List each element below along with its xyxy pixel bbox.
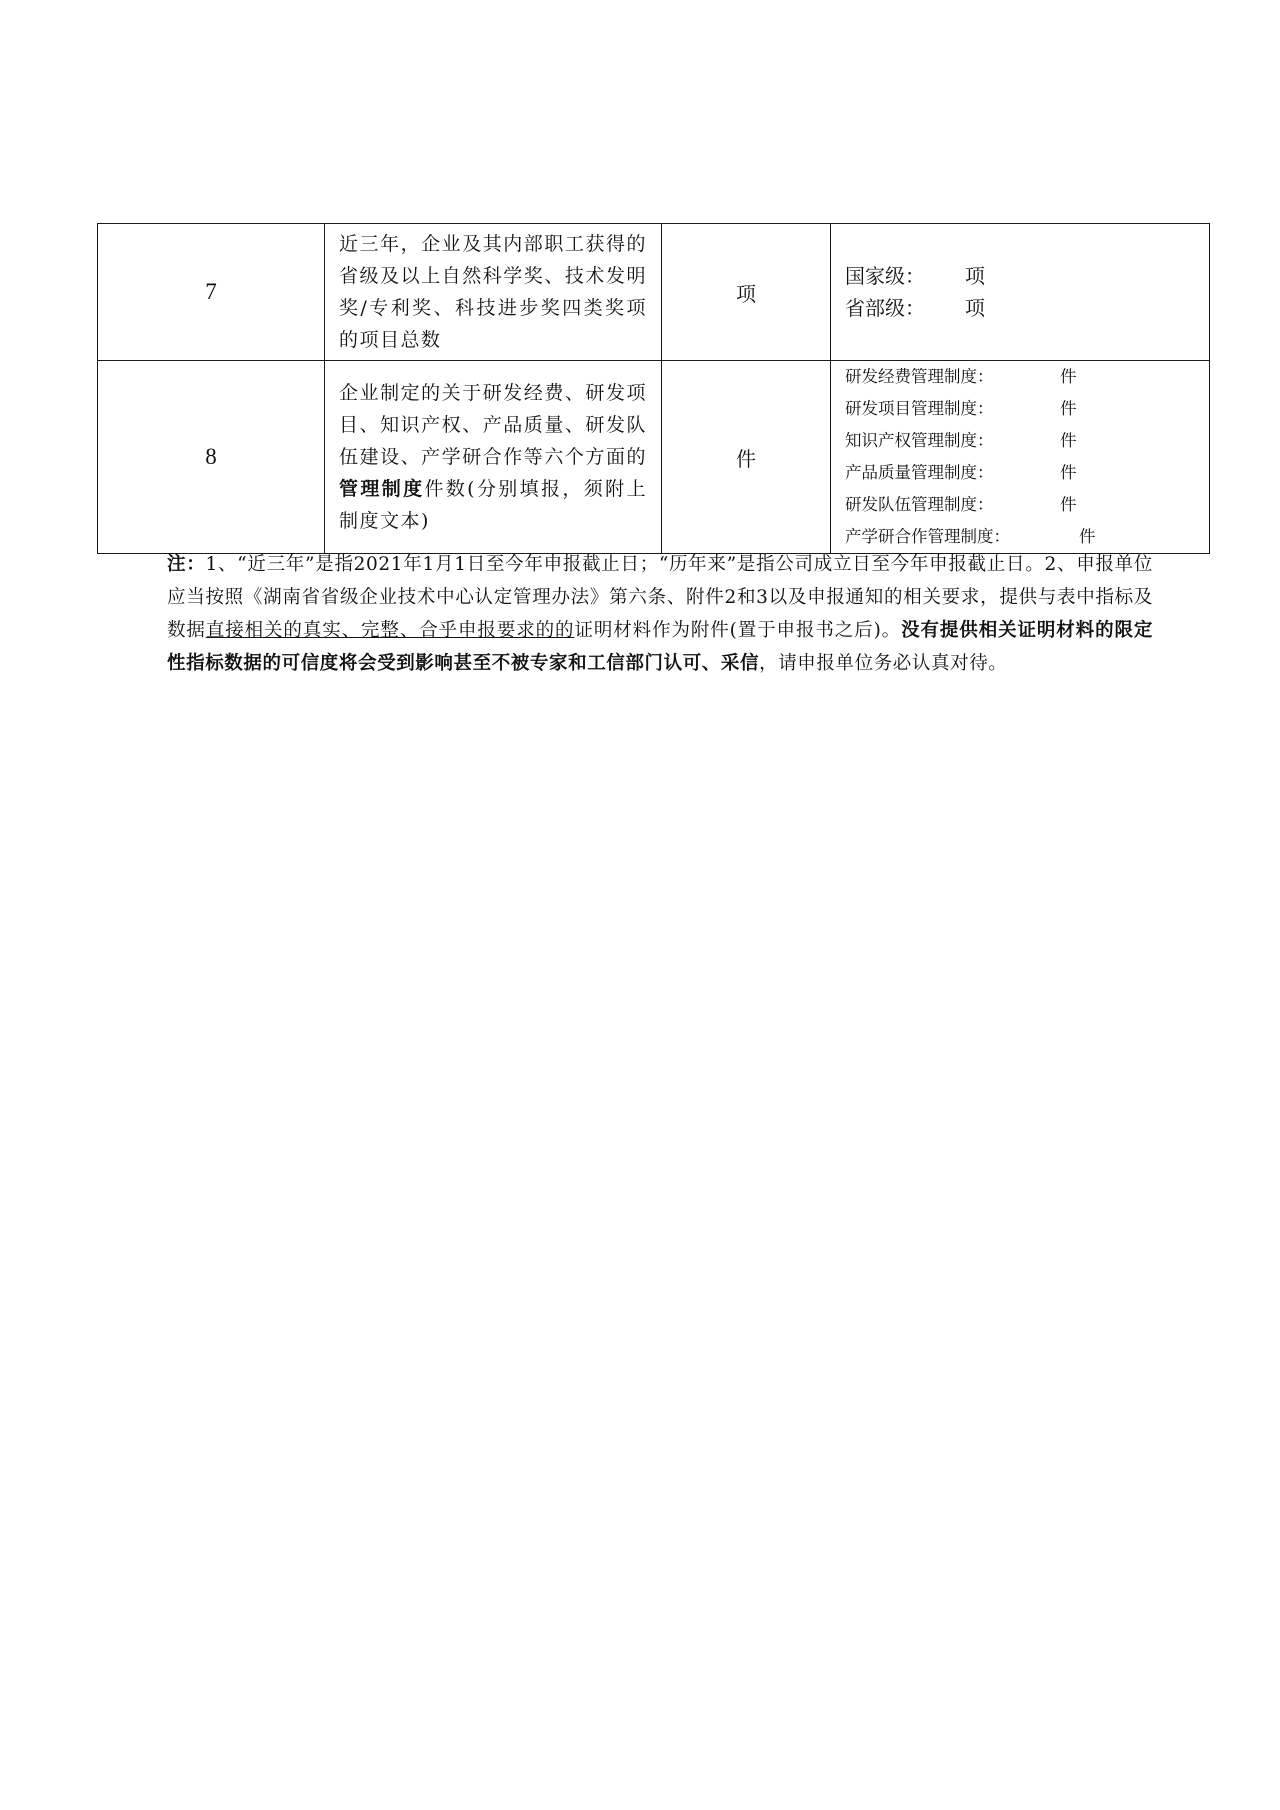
indicator-unit: 件 (662, 361, 831, 554)
value-label: 研发经费管理制度： (845, 367, 994, 386)
description-emphasis: 管理制度 (339, 478, 425, 500)
value-line (845, 361, 1209, 393)
value-line (845, 457, 1209, 489)
indicator-values (831, 224, 1210, 361)
footnote (167, 548, 1153, 680)
value-line (845, 425, 1209, 457)
value-label: 研发队伍管理制度： (845, 495, 994, 514)
description-text: 企业制定的关于研发经费、研发项目、知识产权、产品质量、研发队伍建设、产学研合作等六个方面的 (339, 382, 647, 468)
value-unit: 件 (1060, 367, 1077, 386)
value-unit: 件 (1060, 463, 1077, 482)
indicator-unit: 项 (662, 224, 831, 361)
value-unit: 项 (965, 296, 985, 320)
value-unit: 件 (1060, 431, 1077, 450)
indicator-values (831, 361, 1210, 554)
value-label: 产学研合作管理制度： (845, 527, 1010, 546)
value-line (845, 489, 1209, 521)
value-unit: 件 (1079, 527, 1096, 546)
note-bold-text: 没有提供相关证明材料的限定性指标数据的可信度将会受到影响甚至不被专家和工信部门认可、采信 (167, 620, 1154, 674)
value-unit: 件 (1060, 495, 1077, 514)
note-text: 1、“近三年”是指2021年1月1日至今年申报截止日；“历年来”是指公司成立日至今年申报截止日。2、申报单位应当按照《湖南省省级企业技术中心认定管理办法》第六条、附件2和3以及申报通知的相关要求，提供与表中指标及数据 (167, 554, 1153, 641)
value-unit: 项 (965, 264, 985, 288)
note-underlined-text: 直接相关的真实、完整、合乎申报要求的的 (205, 620, 575, 641)
indicator-table (97, 223, 1210, 554)
value-label: 研发项目管理制度： (845, 399, 994, 418)
value-unit: 件 (1060, 399, 1077, 418)
description-text: 件数(分别填报，须附上制度文本) (339, 478, 647, 532)
note-prefix: 注： (167, 554, 206, 575)
value-label: 国家级： (845, 264, 925, 288)
indicator-description (325, 361, 662, 554)
value-label: 产品质量管理制度： (845, 463, 994, 482)
table-row (98, 224, 1210, 361)
value-label: 知识产权管理制度： (845, 431, 994, 450)
value-label: 省部级： (845, 296, 925, 320)
value-line (845, 260, 1209, 292)
row-number: 8 (98, 361, 325, 554)
indicator-description: 近三年，企业及其内部职工获得的省级及以上自然科学奖、技术发明奖/专利奖、科技进步奖四类奖项的项目总数 (325, 224, 662, 361)
note-text: ，请申报单位务必认真对待。 (759, 653, 1008, 674)
value-line (845, 393, 1209, 425)
table-row (98, 361, 1210, 554)
value-line (845, 292, 1209, 324)
row-number: 7 (98, 224, 325, 361)
note-text: 证明材料作为附件(置于申报书之后)。 (574, 620, 902, 641)
